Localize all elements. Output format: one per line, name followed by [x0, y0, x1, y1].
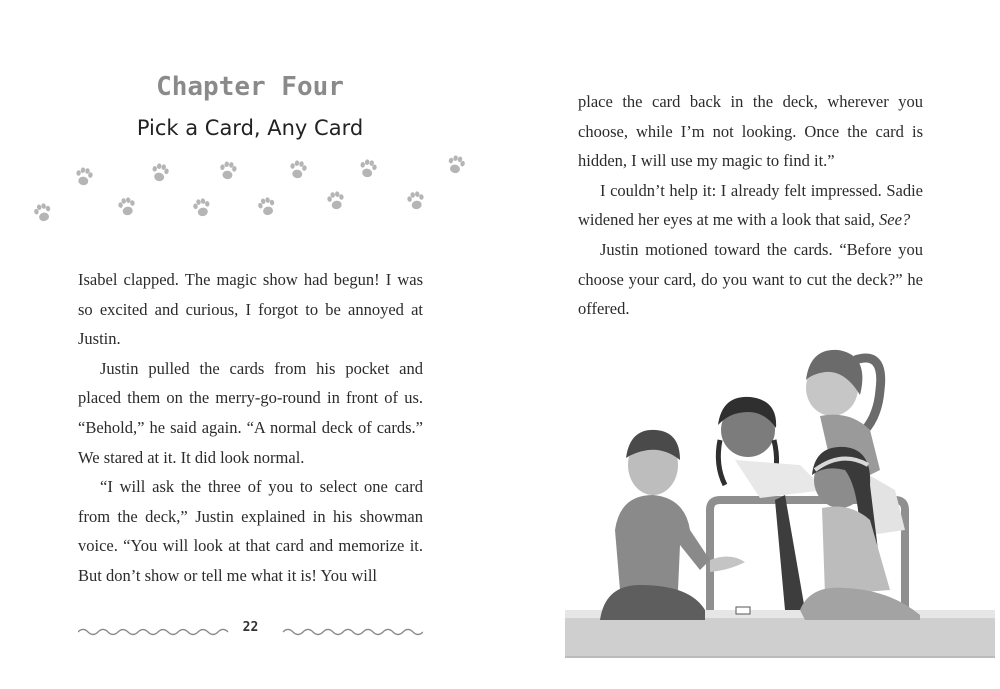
page-footer — [78, 620, 423, 640]
paw-print-icon — [326, 190, 345, 210]
paragraph: Justin motioned toward the cards. “Before you choose your card, do you want to cut the deck?” he offered. — [578, 239, 923, 319]
paw-print-icon — [117, 196, 136, 216]
right-body-text — [578, 87, 923, 324]
paw-print-icon — [219, 161, 238, 181]
chapter-number: Chapter Four — [156, 72, 344, 102]
paw-print-icon — [358, 158, 378, 179]
paragraph: Justin pulled the cards from his pocket and placed them on the merry-go-round in front of us. “Behold,” he said again. “A normal deck of cards.” We stared at it. It did look normal. — [78, 358, 423, 467]
paragraph-text: I couldn’t help it: I already felt impressed. Sadie widened her eyes at me with a look that said, — [578, 180, 923, 230]
paw-print-icon — [75, 166, 94, 186]
left-body-text — [78, 265, 423, 591]
italic-word: See? — [879, 210, 911, 230]
paragraph: place the card back in the deck, wherever you choose, while I’m not looking. Once the card is hidden, I will use my magic to find it.” — [578, 92, 923, 171]
paw-print-icon — [33, 202, 53, 223]
page-number: 22 — [242, 620, 259, 635]
paragraph — [578, 176, 923, 235]
paw-print-icon — [192, 197, 212, 218]
right-page — [500, 0, 1000, 689]
paw-print-icon — [446, 154, 466, 175]
paragraph: “I will ask the three of you to select one card from the deck,” Justin explained in his showman voice. “You will look at that card and memorize it. But don’t show or tell me what it is! You will — [78, 477, 423, 585]
paw-print-icon — [406, 190, 425, 210]
illustration-kids-magic-trick — [560, 320, 1000, 660]
card-deck — [736, 607, 750, 614]
chapter-title: Pick a Card, Any Card — [136, 116, 364, 140]
paw-print-icon — [150, 162, 170, 183]
paw-print-icon — [257, 196, 277, 217]
girl-with-ponytail-figure — [806, 350, 905, 535]
paw-print-icon — [289, 159, 308, 179]
paragraph: Isabel clapped. The magic show had begun! I was so excited and curious, I forgot to be annoyed at Justin. — [78, 270, 423, 349]
justin-figure — [600, 430, 745, 620]
merry-go-round-platform — [565, 616, 995, 656]
